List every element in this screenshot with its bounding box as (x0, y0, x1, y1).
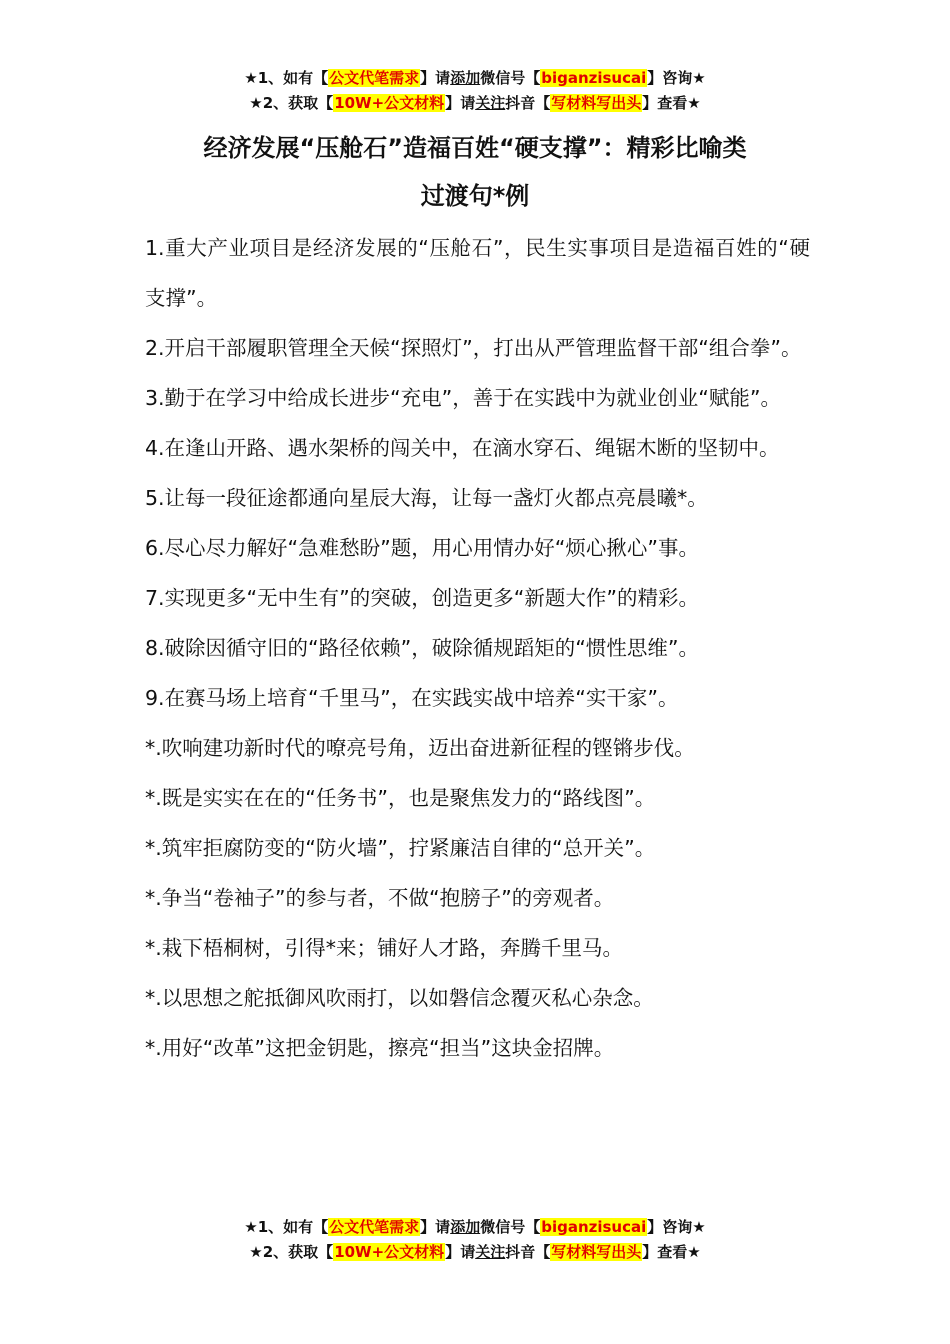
document-title: 经济发展“压舱石”造福百姓“硬支撑”：精彩比喻类 (203, 134, 747, 162)
promo-line-2: ★2、获取【10W+公文材料】请关注抖音【写材料写出头】查看★ (249, 1243, 701, 1261)
list-item: 8.破除因循守旧的“路径依赖”，破除循规蹈矩的“惯性思维”。 (145, 636, 700, 660)
footer-promo-banner (0, 1215, 950, 1265)
list-item: 2.开启干部履职管理全天候“探照灯”，打出从严管理监督干部“组合拳”。 (145, 336, 802, 360)
promo-highlight-douyin: 写材料写出头 (551, 1243, 642, 1261)
list-item: 6.尽心尽力解好“急难愁盼”题，用心用情办好“烦心揪心”事。 (145, 536, 700, 560)
list-item: *.吹响建功新时代的嘹亮号角，迈出奋进新征程的铿锵步伐。 (145, 736, 695, 760)
list-item: *.以思想之舵抵御风吹雨打，以如磐信念覆灭私心杂念。 (145, 986, 654, 1010)
promo-line-2: ★2、获取【10W+公文材料】请关注抖音【写材料写出头】查看★ (249, 94, 701, 112)
list-item: 5.让每一段征途都通向星辰大海，让每一盏灯火都点亮晨曦*。 (145, 486, 708, 510)
promo-highlight-materials: 10W+公文材料 (334, 1243, 445, 1261)
promo-emphasis-follow: 关注 (475, 94, 506, 112)
sentence-list (145, 223, 810, 1073)
promo-highlight-wechat-id: biganzisucai (541, 1218, 647, 1236)
promo-highlight-service: 公文代笔需求 (329, 69, 420, 87)
promo-emphasis-follow: 关注 (475, 1243, 506, 1261)
list-item: *.用好“改革”这把金钥匙，擦亮“担当”这块金招牌。 (145, 1036, 615, 1060)
promo-highlight-service: 公文代笔需求 (329, 1218, 420, 1236)
promo-highlight-douyin: 写材料写出头 (551, 94, 642, 112)
promo-highlight-materials: 10W+公文材料 (334, 94, 445, 112)
header-promo-banner (0, 66, 950, 116)
list-item: 1.重大产业项目是经济发展的“压舱石”，民生实事项目是造福百姓的“硬支撑”。 (145, 236, 810, 310)
list-item: 7.实现更多“无中生有”的突破，创造更多“新题大作”的精彩。 (145, 586, 700, 610)
document-title-continuation: 过渡句*例 (420, 182, 530, 210)
list-item: 3.勤于在学习中给成长进步“充电”，善于在实践中为就业创业“赋能”。 (145, 386, 782, 410)
list-item: *.争当“卷袖子”的参与者，不做“抱膀子”的旁观者。 (145, 886, 615, 910)
promo-line-1: ★1、如有【公文代笔需求】请添加微信号【biganzisucai】咨询★ (244, 69, 706, 87)
list-item: 4.在逢山开路、遇水架桥的闯关中，在滴水穿石、绳锯木断的坚韧中。 (145, 436, 780, 460)
promo-emphasis-add: 添加 (450, 69, 481, 87)
list-item: *.栽下梧桐树，引得*来；铺好人才路，奔腾千里马。 (145, 936, 624, 960)
list-item: *.筑牢拒腐防变的“防火墙”，拧紧廉洁自律的“总开关”。 (145, 836, 656, 860)
promo-line-1: ★1、如有【公文代笔需求】请添加微信号【biganzisucai】咨询★ (244, 1218, 706, 1236)
list-item: 9.在赛马场上培育“千里马”，在实践实战中培养“实干家”。 (145, 686, 679, 710)
list-item: *.既是实实在在的“任务书”，也是聚焦发力的“路线图”。 (145, 786, 656, 810)
promo-emphasis-add: 添加 (450, 1218, 481, 1236)
promo-highlight-wechat-id: biganzisucai (541, 69, 647, 87)
